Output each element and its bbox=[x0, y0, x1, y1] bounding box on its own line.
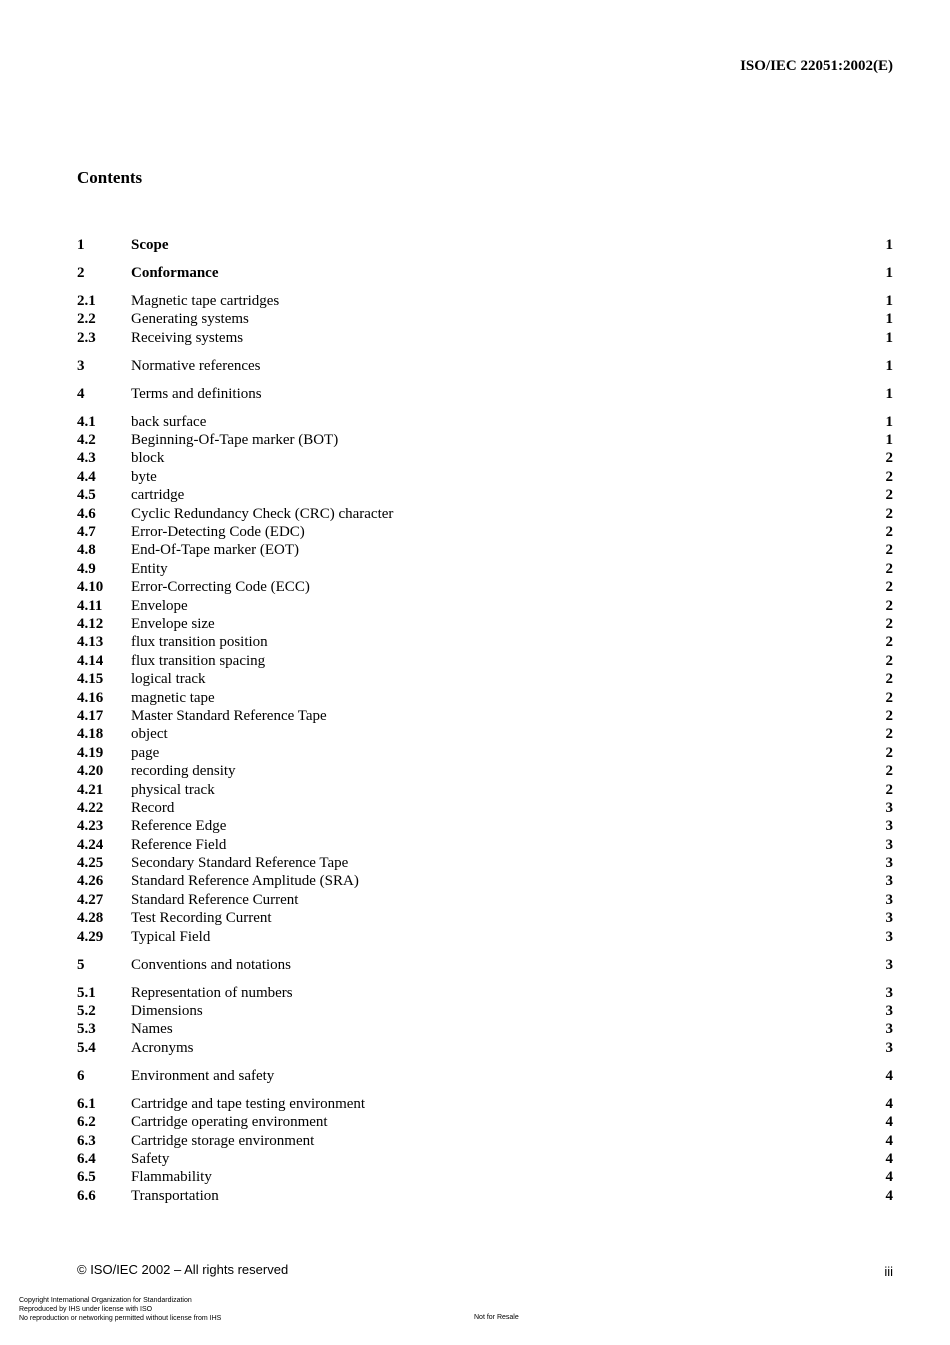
toc-entry-page: 3 bbox=[885, 956, 893, 973]
toc-entry[interactable] bbox=[77, 744, 893, 762]
toc-entry[interactable] bbox=[77, 560, 893, 578]
toc-entry-page: 2 bbox=[885, 689, 893, 706]
toc-entry-number: 4.26 bbox=[77, 873, 104, 890]
table-of-contents bbox=[77, 236, 893, 1205]
toc-entry-page: 1 bbox=[885, 385, 893, 402]
toc-entry-title: Record bbox=[131, 799, 175, 816]
toc-entry-title: Scope bbox=[131, 237, 169, 253]
fineprint-line: Reproduced by IHS under license with ISO bbox=[19, 1306, 153, 1313]
toc-entry-number: 4.25 bbox=[77, 855, 104, 872]
toc-entry-number: 5.4 bbox=[77, 1039, 96, 1056]
copyright-notice: © ISO/IEC 2002 – All rights reserved bbox=[77, 1262, 289, 1277]
toc-entry[interactable] bbox=[77, 652, 893, 670]
toc-entry-title: Cartridge storage environment bbox=[131, 1132, 315, 1149]
license-fineprint bbox=[19, 1296, 221, 1323]
toc-entry-number: 4.22 bbox=[77, 799, 104, 816]
toc-entry-number: 6.2 bbox=[77, 1114, 96, 1131]
toc-entry-page: 1 bbox=[885, 357, 893, 374]
toc-entry[interactable] bbox=[77, 707, 893, 725]
toc-entry-title: Safety bbox=[131, 1150, 170, 1167]
toc-entry-title: End-Of-Tape marker (EOT) bbox=[131, 542, 300, 559]
toc-entry-title: Representation of numbers bbox=[131, 984, 293, 1001]
toc-entry-page: 2 bbox=[885, 744, 893, 761]
toc-entry-number: 4.6 bbox=[77, 505, 96, 522]
toc-entry-number: 2.2 bbox=[77, 311, 96, 328]
fineprint-line: Copyright International Organization for Standardization bbox=[19, 1297, 192, 1304]
toc-entry-title: Standard Reference Current bbox=[131, 891, 299, 908]
toc-entry-number: 4.5 bbox=[77, 487, 96, 504]
toc-entry-title: Typical Field bbox=[131, 928, 211, 945]
toc-entry-title: Names bbox=[131, 1021, 173, 1038]
toc-entry-page: 2 bbox=[885, 468, 893, 485]
toc-entry-number: 5.3 bbox=[77, 1021, 96, 1038]
toc-entry-page: 3 bbox=[885, 836, 893, 853]
toc-entry-title: Acronyms bbox=[131, 1039, 194, 1056]
toc-entry-number: 4.21 bbox=[77, 781, 104, 798]
toc-entry[interactable] bbox=[77, 1039, 893, 1057]
fineprint-line: No reproduction or networking permitted without license from IHS bbox=[19, 1315, 222, 1322]
toc-entry[interactable] bbox=[77, 872, 893, 890]
toc-entry-page: 1 bbox=[885, 264, 893, 281]
toc-entry-number: 4.11 bbox=[77, 597, 103, 614]
toc-entry-page: 3 bbox=[885, 984, 893, 1001]
toc-entry-title: object bbox=[131, 726, 168, 743]
toc-entry[interactable] bbox=[77, 505, 893, 523]
toc-entry[interactable] bbox=[77, 817, 893, 835]
toc-entry-page: 4 bbox=[885, 1169, 893, 1186]
toc-entry-title: logical track bbox=[131, 671, 206, 688]
toc-entry-page: 3 bbox=[885, 1021, 893, 1038]
toc-entry-page: 1 bbox=[885, 413, 893, 430]
toc-entry-page: 3 bbox=[885, 1003, 893, 1019]
toc-entry-page: 4 bbox=[885, 1114, 893, 1131]
toc-entry[interactable] bbox=[77, 486, 893, 504]
toc-entry-number: 4.16 bbox=[77, 689, 104, 706]
toc-entry[interactable] bbox=[77, 781, 893, 799]
toc-entry-title: Magnetic tape cartridges bbox=[131, 292, 280, 309]
toc-entry-title: page bbox=[131, 744, 160, 761]
toc-entry-title: Cyclic Redundancy Check (CRC) character bbox=[131, 505, 394, 522]
toc-entry-page: 2 bbox=[885, 542, 893, 559]
toc-entry[interactable] bbox=[77, 1067, 893, 1085]
toc-entry-page: 4 bbox=[885, 1187, 893, 1204]
toc-entry-page: 4 bbox=[885, 1067, 893, 1084]
toc-entry-title: physical track bbox=[131, 781, 215, 798]
toc-entry-title: Reference Field bbox=[131, 836, 227, 853]
toc-entry-number: 6 bbox=[77, 1067, 85, 1084]
toc-entry-number: 4.2 bbox=[77, 432, 96, 449]
toc-entry-page: 3 bbox=[885, 855, 893, 872]
toc-entry-number: 4.28 bbox=[77, 910, 104, 927]
toc-entry-number: 4.8 bbox=[77, 542, 96, 559]
toc-entry[interactable] bbox=[77, 413, 893, 431]
toc-entry-number: 4.10 bbox=[77, 579, 104, 596]
toc-entry-number: 4.29 bbox=[77, 928, 104, 945]
toc-entry-page: 2 bbox=[885, 616, 893, 632]
toc-entry-number: 4.27 bbox=[77, 891, 104, 908]
toc-entry-title: Dimensions bbox=[131, 1003, 203, 1019]
toc-entry[interactable] bbox=[77, 1020, 893, 1038]
toc-entry-page: 2 bbox=[885, 524, 893, 541]
toc-entry[interactable] bbox=[77, 357, 893, 375]
toc-entry-title: Secondary Standard Reference Tape bbox=[131, 855, 349, 872]
toc-entry-title: Entity bbox=[131, 560, 168, 577]
toc-entry[interactable] bbox=[77, 689, 893, 707]
toc-entry[interactable] bbox=[77, 468, 893, 486]
toc-entry-number: 5 bbox=[77, 956, 85, 973]
toc-entry-title: Generating systems bbox=[131, 311, 249, 328]
toc-entry-number: 4.24 bbox=[77, 836, 104, 853]
toc-entry-title: Envelope bbox=[131, 597, 188, 614]
toc-entry[interactable] bbox=[77, 578, 893, 596]
toc-entry[interactable] bbox=[77, 762, 893, 780]
toc-entry[interactable] bbox=[77, 928, 893, 946]
toc-entry-number: 6.3 bbox=[77, 1132, 96, 1149]
toc-entry[interactable] bbox=[77, 385, 893, 403]
toc-entry-page: 1 bbox=[885, 329, 893, 346]
toc-entry-title: cartridge bbox=[131, 487, 185, 504]
toc-entry-title: block bbox=[131, 450, 165, 467]
toc-entry[interactable] bbox=[77, 264, 893, 282]
toc-entry-title: Transportation bbox=[131, 1187, 219, 1204]
toc-entry[interactable] bbox=[77, 799, 893, 817]
toc-entry-title: Cartridge and tape testing environment bbox=[131, 1095, 366, 1112]
toc-entry-title: flux transition position bbox=[131, 634, 268, 651]
toc-entry-page: 4 bbox=[885, 1150, 893, 1167]
toc-entry-title: flux transition spacing bbox=[131, 652, 266, 669]
toc-entry-page: 4 bbox=[885, 1095, 893, 1112]
toc-entry-number: 4.18 bbox=[77, 726, 104, 743]
toc-entry-number: 4.14 bbox=[77, 652, 104, 669]
toc-entry-title: Test Recording Current bbox=[131, 910, 272, 927]
toc-entry[interactable] bbox=[77, 615, 893, 633]
toc-entry-title: Master Standard Reference Tape bbox=[131, 707, 327, 724]
toc-entry-title: Terms and definitions bbox=[131, 385, 262, 402]
toc-entry-title: Cartridge operating environment bbox=[131, 1114, 328, 1131]
toc-entry-number: 5.1 bbox=[77, 984, 96, 1001]
contents-heading: Contents bbox=[77, 168, 143, 187]
toc-entry-number: 2.3 bbox=[77, 329, 96, 346]
toc-entry-page: 2 bbox=[885, 671, 893, 688]
toc-entry[interactable] bbox=[77, 633, 893, 651]
toc-entry-title: Environment and safety bbox=[131, 1067, 275, 1084]
toc-entry-title: Flammability bbox=[131, 1169, 212, 1186]
toc-entry-number: 2.1 bbox=[77, 292, 96, 309]
toc-entry-page: 2 bbox=[885, 652, 893, 669]
toc-entry-title: magnetic tape bbox=[131, 689, 215, 706]
page-number: iii bbox=[884, 1264, 893, 1279]
toc-entry-page: 1 bbox=[885, 237, 893, 253]
toc-entry-page: 1 bbox=[885, 311, 893, 328]
toc-entry-page: 2 bbox=[885, 505, 893, 522]
toc-entry-page: 4 bbox=[885, 1132, 893, 1149]
toc-entry-number: 4.17 bbox=[77, 707, 104, 724]
toc-entry-number: 6.5 bbox=[77, 1169, 96, 1186]
toc-entry-number: 6.6 bbox=[77, 1187, 96, 1204]
toc-entry[interactable] bbox=[77, 1187, 893, 1205]
toc-entry[interactable] bbox=[77, 725, 893, 743]
not-for-resale-notice: Not for Resale bbox=[474, 1314, 519, 1321]
toc-entry[interactable] bbox=[77, 1095, 893, 1113]
toc-entry[interactable] bbox=[77, 909, 893, 927]
toc-entry[interactable] bbox=[77, 523, 893, 541]
toc-entry[interactable] bbox=[77, 236, 893, 254]
toc-entry[interactable] bbox=[77, 836, 893, 854]
toc-entry-page: 3 bbox=[885, 818, 893, 835]
toc-entry-page: 3 bbox=[885, 910, 893, 927]
toc-entry-title: byte bbox=[131, 468, 157, 485]
toc-entry-number: 4.19 bbox=[77, 744, 104, 761]
toc-entry-title: recording density bbox=[131, 763, 236, 780]
toc-entry-number: 4.9 bbox=[77, 560, 96, 577]
toc-entry[interactable] bbox=[77, 956, 893, 974]
toc-entry[interactable] bbox=[77, 1002, 893, 1020]
toc-entry-title: Normative references bbox=[131, 357, 261, 374]
toc-entry[interactable] bbox=[77, 449, 893, 467]
toc-entry-page: 3 bbox=[885, 891, 893, 908]
toc-entry-page: 3 bbox=[885, 799, 893, 816]
toc-entry-title: Error-Correcting Code (ECC) bbox=[131, 579, 310, 596]
toc-entry[interactable] bbox=[77, 431, 893, 449]
toc-entry[interactable] bbox=[77, 1150, 893, 1168]
toc-entry-page: 2 bbox=[885, 487, 893, 504]
toc-entry-page: 1 bbox=[885, 432, 893, 449]
toc-entry[interactable] bbox=[77, 541, 893, 559]
toc-entry[interactable] bbox=[77, 597, 893, 615]
toc-entry-page: 3 bbox=[885, 1039, 893, 1056]
toc-entry-title: Beginning-Of-Tape marker (BOT) bbox=[131, 432, 339, 449]
toc-entry-page: 2 bbox=[885, 634, 893, 651]
toc-entry-number: 6.4 bbox=[77, 1150, 96, 1167]
toc-entry[interactable] bbox=[77, 854, 893, 872]
toc-entry-number: 1 bbox=[77, 237, 85, 253]
toc-entry[interactable] bbox=[77, 1113, 893, 1131]
toc-entry[interactable] bbox=[77, 984, 893, 1002]
toc-entry-title: Envelope size bbox=[131, 616, 215, 632]
toc-entry-number: 4.15 bbox=[77, 671, 104, 688]
toc-entry-page: 2 bbox=[885, 726, 893, 743]
toc-entry-title: Conformance bbox=[131, 264, 219, 281]
toc-entry-number: 4.23 bbox=[77, 818, 104, 835]
toc-entry-page: 1 bbox=[885, 292, 893, 309]
toc-entry-page: 2 bbox=[885, 450, 893, 467]
toc-entry-number: 5.2 bbox=[77, 1003, 96, 1019]
toc-entry-title: back surface bbox=[131, 413, 207, 430]
toc-entry-number: 4.3 bbox=[77, 450, 96, 467]
toc-entry-title: Conventions and notations bbox=[131, 956, 291, 973]
toc-entry-number: 3 bbox=[77, 357, 85, 374]
toc-entry-number: 6.1 bbox=[77, 1095, 96, 1112]
toc-entry-title: Receiving systems bbox=[131, 329, 244, 346]
toc-entry[interactable] bbox=[77, 1132, 893, 1150]
toc-entry-page: 2 bbox=[885, 781, 893, 798]
toc-entry-number: 2 bbox=[77, 264, 85, 281]
toc-entry[interactable] bbox=[77, 329, 893, 347]
toc-entry-number: 4.13 bbox=[77, 634, 104, 651]
toc-entry-number: 4.1 bbox=[77, 413, 96, 430]
toc-entry[interactable] bbox=[77, 292, 893, 310]
toc-entry-page: 3 bbox=[885, 928, 893, 945]
toc-entry[interactable] bbox=[77, 891, 893, 909]
toc-entry-page: 2 bbox=[885, 579, 893, 596]
toc-entry[interactable] bbox=[77, 310, 893, 328]
toc-entry-number: 4.20 bbox=[77, 763, 104, 780]
toc-entry[interactable] bbox=[77, 1168, 893, 1186]
toc-entry-number: 4.12 bbox=[77, 616, 104, 632]
toc-entry[interactable] bbox=[77, 670, 893, 688]
document-id: ISO/IEC 22051:2002(E) bbox=[740, 58, 893, 74]
toc-entry-page: 2 bbox=[885, 560, 893, 577]
toc-entry-title: Error-Detecting Code (EDC) bbox=[131, 524, 305, 541]
toc-entry-title: Reference Edge bbox=[131, 818, 227, 835]
toc-entry-number: 4.7 bbox=[77, 524, 96, 541]
toc-entry-page: 2 bbox=[885, 597, 893, 614]
toc-entry-title: Standard Reference Amplitude (SRA) bbox=[131, 873, 359, 890]
toc-entry-page: 2 bbox=[885, 763, 893, 780]
toc-entry-page: 3 bbox=[885, 873, 893, 890]
toc-entry-page: 2 bbox=[885, 707, 893, 724]
toc-entry-number: 4.4 bbox=[77, 468, 96, 485]
toc-entry-number: 4 bbox=[77, 385, 85, 402]
